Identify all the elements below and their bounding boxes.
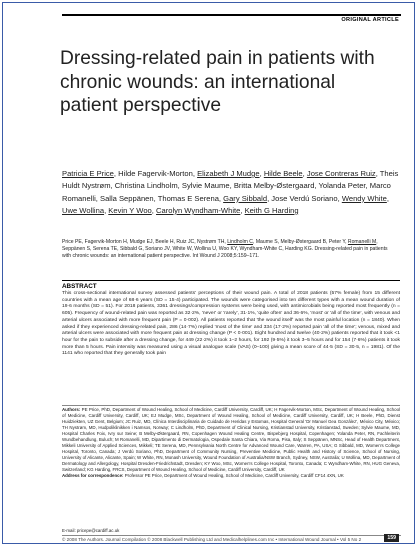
abstract-text: This cross-sectional international survey assessed patients' perceptions of their wound pain. A total of 2018 patients (57% female) from 15 different countries with a mean age of 68·6 years (SD = 15·4) participated. The wounds were categorised into ten different types with a mean wound duration of 19·6 months (SD = 51). For 2018 patients, 3361 dressings/compression systems were being used, with antimicrobials being reported most frequently (n = 605). Frequency of wound-related pain was reported as 32·2%, 'never' or 'rarely', 31·1%, 'quite often' and 36·6%, 'most' or 'all of the time', with venous and arterial ulcers associated with more frequent pain (P = 0·002). All patients reported that 'the wound itself' was the most painful location (n = 1840). When asked if they experienced dressing-related pain, 286 (14·7%) replied 'most of the time' and 334 (17·2%) reported pain 'all of the time'; venous, mixed and arterial ulcers were associated with more frequent pain at dressing change (P < 0·001). Eight hundred and twelve (40·2%) patients reported that it took <1 hour for the pain to subside after a dressing change, for 449 (22·2%) it took 1–2 hours, for 192 (9·5%) it took 3–5 hours and for 154 (7·6%) patients it took more than 5 hours. Pain intensity was measured using a visual analogue scale (VAS) (0–100) giving a mean score of 44·5 (SD = 30·5, n = 1981). Of the 1141 who reported that they generally took pain	[62, 291, 400, 357]
correspondence-text: Professor PE Price, Department of Wound Healing, School of Medicine, Cardiff University, Cardiff CF14 4XN, UK	[124, 473, 344, 478]
abstract-heading: ABSTRACT	[62, 283, 97, 290]
citation-author-link: Lindholm C	[227, 239, 253, 245]
author-name: Marco Romanelli	[62, 181, 391, 203]
author-name: Jose Verdú Soriano	[271, 193, 338, 203]
author-name: Hilde Beele	[263, 169, 303, 178]
page-number: 159	[384, 534, 399, 542]
abstract-rule	[62, 280, 400, 281]
author-name: Christina Lindholm	[114, 181, 178, 191]
author-name: Britta Melby-Østergaard	[233, 181, 315, 191]
affiliations-label: Authors:	[62, 407, 81, 412]
email: E-mail: pricepe@cardiff.ac.uk	[62, 528, 120, 533]
citation-author-link: Romanelli M	[347, 239, 377, 245]
author-name: Yolanda Peter	[318, 181, 366, 191]
author-name: Carolyn Wyndham-White	[156, 205, 241, 215]
header-rule	[62, 14, 401, 16]
author-name: Uwe Wollina	[62, 205, 105, 215]
author-name: Theis Huldt Nystrøm	[62, 169, 399, 191]
author-name: Thomas E Serena	[157, 193, 219, 203]
author-name: Wendy White	[341, 193, 387, 203]
correspondence-label: Address for correspondence:	[62, 473, 124, 478]
author-name: Kevin Y Woo	[108, 205, 152, 215]
author-name: Jose Contreras Ruiz	[306, 169, 376, 178]
author-list: Patricia E Price, Hilde Fagervik-Morton, Elizabeth J Mudge, Hilde Beele, Jose Contreras Ruiz, Theis Huldt Nystrøm, Christina Lindholm, Sylvie Maume, Britta Melby-Østergaard, Yolanda Peter, Marco Romanelli, Salla Seppänen, Thomas E Serena, Gary Sibbald, Jose Verdú Soriano, Wendy White, Uwe Wollina, Kevin Y Woo, Carolyn Wyndham-White, Keith G Harding	[62, 169, 399, 215]
footer-rule	[62, 535, 401, 536]
citation-text: , Maume S, Melby-Østergaard B, Peter Y,	[252, 239, 348, 245]
author-name: Salla Seppänen	[100, 193, 154, 203]
citation-text: Price PE, Fagervik-Morton H, Mudge EJ, Beele H, Ruiz JC, Nystrøm TH,	[62, 239, 228, 245]
footer-text: © 2008 The Authors. Journal Compilation © 2008 Blackwell Publishing Ltd and Medicalhelplines.com Inc • International Wound Journal • Vol 5 No 2	[62, 537, 362, 542]
author-name: Elizabeth J Mudge	[197, 169, 260, 178]
author-name: Keith G Harding	[244, 205, 299, 215]
citation	[62, 239, 392, 260]
author-name: Gary Sibbald	[223, 193, 268, 203]
affiliations-text: PE Price, PhD, Department of Wound Healing, School of Medicine, Cardiff University, Cardiff, UK; H Fagervik-Morton, MSc, Department of Wound Healing, School of Medicine, Cardiff University, Cardiff, UK; EJ Mudge, MSc, Department of Wound Healing, School of Medicine, Cardiff University, Cardiff, UK; H Beele, PhD, Dienst Huidziekten, UZ Gent, Belgium; JC Ruiz, MD, Clínica Interdisciplinaria de Cuidado de Heridas y Estomas, Hospital General 'Dr Manuel Gea González', México City, México; TH Nystrøm, MD, Hudpoliklinikken i Namsos, Norway; C Lindholm, PhD, Department of Clinical Nursing, Kristianstad University, Kristianstad, Sweden; Sylvie Maume, MD, Hospital Charles Foix, Ivry sur Seine; B Melby-Østergaard, RN, Copenhagen Wound Healing Centre, Bispebjerg Hospital, Copenhagen; Yolanda Peter, RN, Fachleiterin Wundbehandlung, Buluch; M Romanelli, MD, Dipartimento di Dermatologia, Ospedale Santa Chiara, Via Roma, Pisa, Italy; S Seppänen, MNSc, Head of Health Department, Mikkeli University of Applied Sciences, Mikkeli; TE Serena, MD, Pennsylvania North Centre for Advanced Wound Care, Warren, PA, USA; G Sibbald, MD, Women's College Hospital, Toronto, Canada; J Verdú Soriano, PhD, Department of Community Nursing, Preventive Medicine, Public Health and History of Science, School of Nursing, University of Alicante, Alicante, Spain; W White, RN, Monash University, Wound Foundation of Australia/NSW Branch, Sydney, NSW, Australia; U Wollina, MD, Department of Dermatology and Allergology, Hospital Dresden-Friedrichstadt, Dresden; KY Woo, MSc, Women's College Hospital, Toronto, Canada; C Wyndham-White, RN, HUG Geneva, Switzerland; KG Harding, FRCS, Department of Wound Healing, School of Medicine, Cardiff University, Cardiff, UK	[62, 407, 400, 472]
affiliations	[62, 407, 400, 479]
affiliations-rule	[62, 405, 400, 406]
author-name: Patricia E Price	[62, 169, 114, 178]
section-label: ORIGINAL ARTICLE	[341, 17, 399, 23]
article-title: Dressing-related pain in patients with chronic wounds: an international patient perspective	[60, 48, 375, 116]
author-name: Sylvie Maume	[181, 181, 230, 191]
citation-text: , Seppänen S, Serena TE, Sibbald G, Soriano JV, White W, Wollina U, Woo KY, Wyndham-White C, Harding KG. Dressing-related pain in patients with chronic wounds: an international patient perspective. Int Wound J 2008;5:159–171.	[62, 239, 388, 259]
author-name: Hilde Fagervik-Morton	[118, 169, 193, 178]
